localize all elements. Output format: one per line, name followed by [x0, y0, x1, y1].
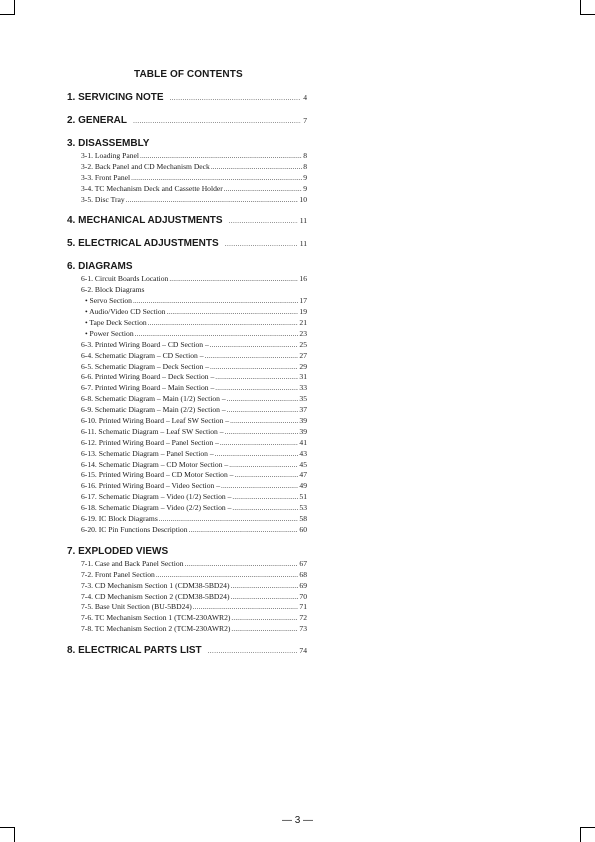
dot-leader [229, 215, 298, 226]
toc-item-label: 3-2. Back Panel and CD Mechanism Deck [81, 161, 210, 171]
toc-item[interactable] [67, 318, 307, 329]
dot-leader [232, 503, 298, 512]
toc-item-label: 3-3. Front Panel [81, 172, 131, 182]
toc-item[interactable] [67, 329, 307, 340]
dot-leader [131, 173, 302, 182]
dot-leader [159, 514, 299, 523]
dot-leader [189, 525, 299, 534]
toc-item-label: 7-8. TC Mechanism Section 2 (TCM-230AWR2) [81, 624, 231, 634]
toc-page-number: 7 [303, 116, 307, 125]
toc-item-label: 6-13. Schematic Diagram – Panel Section – [81, 448, 214, 458]
toc-item-label: 3-5. Disc Tray [81, 194, 125, 204]
toc-item-label: 6-16. Printed Wiring Board – Video Section – [81, 481, 221, 491]
dot-leader [225, 427, 299, 436]
toc-item[interactable] [67, 570, 307, 581]
dot-leader [205, 351, 299, 360]
toc-page-number: 17 [299, 296, 307, 306]
toc-section-exploded-views[interactable]: 7. EXPLODED VIEWS [67, 545, 169, 557]
dot-leader [221, 481, 298, 490]
toc-page-number: 19 [299, 307, 307, 317]
toc-item-label: 7-4. CD Mechanism Section 2 (CDM38-5BD24) [81, 591, 230, 601]
dot-leader [231, 613, 298, 622]
toc-item[interactable] [67, 162, 307, 173]
crop-mark-tr-v [580, 0, 581, 15]
toc-item-label: 7-6. TC Mechanism Section 1 (TCM-230AWR2) [81, 613, 231, 623]
toc-page-number: 72 [299, 613, 307, 623]
toc-item-label: 6-3. Printed Wiring Board – CD Section – [81, 339, 209, 349]
dot-leader [227, 394, 299, 403]
toc-page-number: 9 [303, 183, 307, 193]
dot-leader [170, 92, 302, 103]
toc-item[interactable] [67, 351, 307, 362]
page-title: TABLE OF CONTENTS [134, 69, 243, 80]
toc-item-label: 7-2. Front Panel Section [81, 569, 155, 579]
toc-page-number: 49 [299, 481, 307, 491]
dot-leader [215, 383, 298, 392]
toc-page-number: 67 [299, 558, 307, 568]
toc-item-label: 3-4. TC Mechanism Deck and Cassette Holder [81, 183, 223, 193]
toc-section-electrical-adjustments[interactable] [67, 238, 307, 251]
toc-item[interactable] [67, 362, 307, 373]
toc-section-label: 5. ELECTRICAL ADJUSTMENTS [67, 238, 219, 250]
toc-item-label: 6-7. Printed Wiring Board – Main Section – [81, 383, 215, 393]
toc-page-number: 51 [299, 492, 307, 502]
toc-item[interactable] [67, 296, 307, 307]
toc-item[interactable] [67, 624, 307, 635]
toc-item-label: 6-8. Schematic Diagram – Main (1/2) Section – [81, 394, 226, 404]
toc-item[interactable] [67, 449, 307, 460]
toc-section-electrical-parts-list[interactable] [67, 645, 307, 658]
toc-item-label: 6-10. Printed Wiring Board – Leaf SW Section – [81, 416, 230, 426]
dot-leader [227, 405, 299, 414]
toc-section-mechanical-adjustments[interactable] [67, 215, 307, 228]
toc-item[interactable] [67, 438, 307, 449]
toc-item[interactable] [67, 602, 307, 613]
toc-section-general[interactable] [67, 115, 307, 128]
dot-leader [126, 195, 299, 204]
toc-item-label: • Power Section [85, 328, 134, 338]
dot-leader [169, 274, 298, 283]
toc-item-label: 6-9. Schematic Diagram – Main (2/2) Section – [81, 405, 226, 415]
toc-page-number: 16 [299, 274, 307, 284]
toc-page-number: 29 [299, 361, 307, 371]
toc-item[interactable] [67, 195, 307, 206]
toc-page-number: 9 [303, 172, 307, 182]
toc-item-label: 6-15. Printed Wiring Board – CD Motor Section – [81, 470, 234, 480]
crop-mark-bl-h [0, 827, 15, 828]
toc-item-label: 6-18. Schematic Diagram – Video (2/2) Section – [81, 503, 232, 513]
toc-item[interactable] [67, 492, 307, 503]
dot-leader [148, 318, 299, 327]
crop-mark-bl-v [14, 827, 15, 842]
toc-item-label: 7-5. Base Unit Section (BU-5BD24) [81, 602, 192, 612]
toc-page-number: 43 [299, 448, 307, 458]
toc-section-diagrams[interactable]: 6. DIAGRAMS [67, 261, 133, 273]
toc-page-number: 69 [299, 580, 307, 590]
toc-page-number: 47 [299, 470, 307, 480]
dot-leader [211, 162, 302, 171]
toc-item[interactable] [67, 481, 307, 492]
toc-item[interactable] [67, 184, 307, 195]
toc-item-label: 7-1. Case and Back Panel Section [81, 558, 184, 568]
toc-item[interactable] [67, 285, 307, 296]
dot-leader [210, 340, 299, 349]
toc-item[interactable] [67, 394, 307, 405]
dot-leader [231, 581, 299, 590]
dot-leader [133, 115, 301, 126]
toc-page-number: 11 [299, 216, 307, 226]
dot-leader [229, 460, 298, 469]
toc-page-number: 71 [299, 602, 307, 612]
toc-section-label: 1. SERVICING NOTE [67, 92, 164, 103]
table-of-contents [67, 92, 307, 658]
toc-item[interactable] [67, 372, 307, 383]
toc-page-number: 39 [299, 426, 307, 436]
dot-leader [225, 238, 298, 249]
toc-page-number: 41 [299, 437, 307, 447]
toc-section-label: 8. ELECTRICAL PARTS LIST [67, 645, 202, 657]
dot-leader [230, 416, 298, 425]
toc-item-label: 6-20. IC Pin Functions Description [81, 524, 188, 534]
crop-mark-br-h [580, 827, 595, 828]
toc-section-disassembly[interactable]: 3. DISASSEMBLY [67, 138, 150, 149]
toc-page-number: 33 [299, 383, 307, 393]
toc-page-number: 23 [299, 328, 307, 338]
toc-item[interactable] [67, 307, 307, 318]
toc-item-label: 6-2. Block Diagrams [81, 285, 145, 295]
toc-item-label: 6-14. Schematic Diagram – CD Motor Section – [81, 459, 229, 469]
toc-item-label: 6-11. Schematic Diagram – Leaf SW Section – [81, 426, 224, 436]
crop-mark-tl-v [14, 0, 15, 15]
toc-item[interactable] [67, 340, 307, 351]
toc-page-number: 53 [299, 503, 307, 513]
dot-leader [156, 570, 299, 579]
toc-page-number: 4 [303, 93, 307, 102]
dot-leader [135, 329, 299, 338]
toc-section-servicing-note[interactable] [67, 92, 307, 105]
toc-item-label: 6-1. Circuit Boards Location [81, 274, 169, 284]
page-number: — 3 — [281, 815, 314, 826]
toc-item[interactable] [67, 151, 307, 162]
toc-page-number: 8 [303, 151, 307, 160]
toc-item-label: 7-3. CD Mechanism Section 1 (CDM38-5BD24) [81, 580, 230, 590]
toc-page-number: 21 [299, 318, 307, 328]
dot-leader [210, 362, 298, 371]
toc-item[interactable] [67, 383, 307, 394]
dot-leader [215, 372, 298, 381]
toc-page-number: 73 [299, 624, 307, 634]
toc-page-number: 68 [299, 569, 307, 579]
toc-item[interactable] [67, 503, 307, 514]
dot-leader [166, 307, 298, 316]
dot-leader [185, 559, 299, 568]
toc-page-number: 35 [299, 394, 307, 404]
dot-leader [231, 592, 299, 601]
dot-leader [208, 645, 298, 656]
toc-item-label: 6-12. Printed Wiring Board – Panel Section – [81, 437, 219, 447]
dot-leader [232, 492, 298, 501]
toc-page-number: 8 [303, 161, 307, 171]
toc-item-label: 6-5. Schematic Diagram – Deck Section – [81, 361, 209, 371]
toc-item[interactable] [67, 460, 307, 471]
crop-mark-tr-h [580, 14, 595, 15]
crop-mark-br-v [580, 827, 581, 842]
toc-page-number: 70 [299, 591, 307, 601]
crop-mark-tl-h [0, 14, 15, 15]
toc-item[interactable] [67, 613, 307, 624]
toc-item-label: 6-19. IC Block Diagrams [81, 514, 158, 524]
dot-leader [215, 449, 299, 458]
dot-leader [234, 470, 298, 479]
toc-page-number: 45 [299, 459, 307, 469]
dot-leader [193, 602, 299, 611]
toc-section-label: 4. MECHANICAL ADJUSTMENTS [67, 215, 223, 227]
toc-item-label: • Audio/Video CD Section [85, 307, 166, 317]
toc-item[interactable] [67, 427, 307, 438]
toc-item[interactable] [67, 514, 307, 525]
toc-page-number: 11 [299, 239, 307, 249]
toc-item-label: 6-6. Printed Wiring Board – Deck Section – [81, 372, 215, 382]
toc-page-number: 25 [299, 339, 307, 349]
toc-item-label: 6-17. Schematic Diagram – Video (1/2) Section – [81, 492, 232, 502]
toc-page-number: 27 [299, 350, 307, 360]
dot-leader [220, 438, 298, 447]
toc-item[interactable] [67, 525, 307, 536]
toc-item-label: 6-4. Schematic Diagram – CD Section – [81, 350, 204, 360]
dot-leader [231, 624, 298, 633]
toc-item[interactable] [67, 581, 307, 592]
toc-page-number: 37 [299, 405, 307, 415]
toc-page-number: 74 [299, 646, 307, 656]
toc-item[interactable] [67, 559, 307, 570]
toc-item[interactable] [67, 470, 307, 481]
toc-page-number: 39 [299, 416, 307, 426]
toc-item-label: • Servo Section [85, 296, 132, 306]
toc-item-label: 3-1. Loading Panel [81, 151, 139, 160]
dot-leader [224, 184, 302, 193]
toc-item-label: • Tape Deck Section [85, 318, 147, 328]
toc-page-number: 10 [299, 194, 307, 204]
toc-page-number: 58 [299, 514, 307, 524]
toc-item[interactable] [67, 405, 307, 416]
toc-item[interactable] [67, 416, 307, 427]
dot-leader [140, 151, 302, 160]
toc-item[interactable] [67, 274, 307, 285]
toc-item[interactable] [67, 173, 307, 184]
toc-item[interactable] [67, 592, 307, 603]
toc-page-number: 60 [299, 524, 307, 534]
toc-page-number: 31 [299, 372, 307, 382]
dot-leader [133, 296, 298, 305]
toc-section-label: 2. GENERAL [67, 115, 128, 126]
